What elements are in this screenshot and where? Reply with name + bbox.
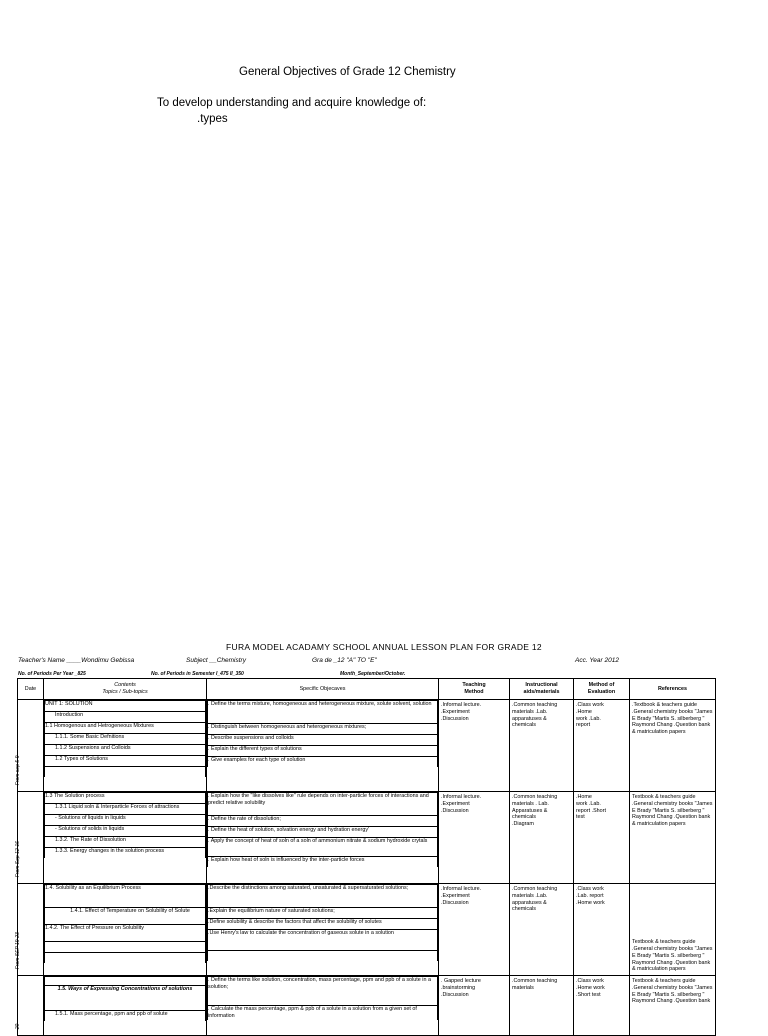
objective-item: . Explain the different types of solutions: [208, 746, 438, 757]
header-evaluation: Method of Evaluation: [574, 679, 630, 700]
objective-item: .Use Henry's law to calculate the concentration of gaseous solute in a solution: [208, 930, 438, 951]
contents-cell: [44, 884, 207, 976]
date-cell: 20: [18, 976, 44, 1036]
header-date: Date: [18, 679, 44, 700]
content-item: [45, 767, 206, 778]
subject: Subject __Chemistry: [186, 657, 246, 664]
content-item: 1.4.1. Effect of Temperature on Solubility of Solute: [45, 908, 206, 925]
references-cell: .Textbook & teachers guide .General chemistry books "James E Brady "Martis S. silberberg " Raymond Chang .Question bank & matriculation papers: [630, 700, 716, 792]
header-contents: Contents Topics / Sub-topics: [44, 679, 207, 700]
header-method: Teaching Method: [439, 679, 510, 700]
evaluation-cell: .Class work .Home work .Lab. report: [574, 700, 630, 792]
references-cell: Textbook & teachers guide .General chemistry books "James E Brady "Martis S. silberberg " Raymond Chang .Question bank & matriculation papers: [630, 884, 716, 976]
content-item: 1.5.1. Mass percentage, ppm and ppb of solute: [45, 1011, 206, 1022]
lesson-plan-table: [14, 678, 716, 1036]
content-item: 1.3 The Solution process: [45, 793, 206, 804]
evaluation-cell: .Home work .Lab. report .Short test: [574, 792, 630, 884]
header-references: References: [630, 679, 716, 700]
method-cell: . Gapped lecture .brainstorming .Discussion: [439, 976, 510, 1036]
date-cell: From Sep 12-16: [18, 792, 44, 884]
academic-year: Acc. Year 2012: [575, 657, 619, 664]
date-cell: From sep 5-9: [18, 700, 44, 792]
objective-item: . Distinguish between homogeneous and heterogeneous mixtures;: [208, 724, 438, 735]
objective-item: . Define the rate of dissolution;: [208, 816, 438, 827]
table-header-row: [18, 679, 716, 700]
content-item: [45, 942, 206, 953]
aids-cell: .Common teaching materials: [510, 976, 574, 1036]
content-item: Introduction: [45, 712, 206, 723]
content-item: 1.4. Solubility as an Equilibrium Process: [45, 885, 206, 908]
objective-item: . Explain how the "like dissolves like" rule depends on inter-particle forces of interactions and predict relative solubility: [208, 793, 438, 816]
content-item: 1.3.2. The Rate of Dissolution: [45, 837, 206, 848]
objective-item: .Explain the equilibrium nature of saturated solutions;: [208, 908, 438, 919]
content-item: 1.4.2. The Effect of Pressure on Solubility: [45, 925, 206, 942]
content-item: 1.3.3. Energy changes in the solution process: [45, 848, 206, 859]
grade: Gra de _12 "A" TO "E": [312, 657, 377, 664]
references-cell: Textbook & teachers guide .General chemistry books "James E Brady "Martis S. silberberg " Raymond Chang .Question bank: [630, 976, 716, 1036]
content-item: - Solutions of solids in liquids: [45, 826, 206, 837]
objective-item: . Calculate the mass percentage, ppm & ppb of a solute in a solution from a given set of information: [208, 1006, 438, 1020]
method-cell: .Informal lecture. .Experiment .Discussion: [439, 792, 510, 884]
objective-item: .Define solubility & describe the factors that affect the solubility of solutes: [208, 919, 438, 930]
header-aids: Instructional aids/materials: [510, 679, 574, 700]
objective-item: . Define the terms like solution, concentration, mass percentage, ppm and ppb of a solute in a solution;: [208, 977, 438, 1006]
teacher-name: Teacher's Name ____Wondimu Gebissa: [18, 657, 135, 664]
method-cell: .Informal lecture. .Experiment .Discussion: [439, 700, 510, 792]
content-item: 1.1.1. Some Basic Defnitions: [45, 734, 206, 745]
aids-cell: .Common teaching materials .Lab. apparatuses & chemicals: [510, 700, 574, 792]
method-cell: .Informal lecture. .Experiment .Discussion: [439, 884, 510, 976]
content-item: - Solutions of liquids in liquids: [45, 815, 206, 826]
periods-per-year: No. of Periods Per Year _825: [18, 671, 86, 677]
objective-item: . Give examples for each type of solution: [208, 757, 438, 768]
objective-item: [208, 951, 438, 962]
table-row: [18, 884, 716, 976]
table-row: [18, 976, 716, 1036]
objectives-item: .types: [197, 113, 228, 125]
table-row: [18, 700, 716, 792]
content-item: 1.2 Types of Solutions: [45, 756, 206, 767]
month: Month_September/October.: [340, 671, 406, 677]
contents-cell: [44, 792, 207, 884]
contents-cell: [44, 976, 207, 1036]
date-cell: From SEP 19-23: [18, 884, 44, 976]
objective-item: . Define the heat of solution, solvation energy and hydration energy': [208, 827, 438, 838]
header-objectives: Specific Objecaves: [207, 679, 439, 700]
objective-item: . Apply the concept of heat of soln of a soln of ammonium nitrate & sodium hydroxide crytals: [208, 838, 438, 857]
content-item: [45, 953, 206, 964]
objective-item: . Explain how heat of soln is influenced by the inter-particle forces: [208, 857, 438, 868]
plan-title: FURA MODEL ACADAMY SCHOOL ANNUAL LESSON PLAN FOR GRADE 12: [226, 642, 542, 652]
objectives-cell: [207, 976, 439, 1036]
aids-cell: .Common teaching materials . Lab. Apparatuses & chemicals .Diagram: [510, 792, 574, 884]
objectives-cell: [207, 884, 439, 976]
evaluation-cell: .Class work .Lab. report .Home work: [574, 884, 630, 976]
objectives-cell: [207, 792, 439, 884]
contents-cell: [44, 700, 207, 792]
objectives-cell: [207, 700, 439, 792]
content-item: 1.3.1 Liquid soln & Interparticle Forces of attractions: [45, 804, 206, 815]
objective-item: . Define the terms mixture, homogeneous and heterogeneous mixture, solute solvent, solution: [208, 701, 438, 724]
evaluation-cell: .Class work .Home work .Short test: [574, 976, 630, 1036]
content-item: 1.5. Ways of Expressing Concentrations of solutions: [45, 986, 206, 1011]
references-cell: Textbook & teachers guide .General chemistry books "James E Brady "Martis S. silberberg " Raymond Chang .Question bank & matriculation papers: [630, 792, 716, 884]
objective-item: . Describe suspensions and colloids: [208, 735, 438, 746]
content-item: 1.1 Homogenous and Hetrogeneous Mixtures: [45, 723, 206, 734]
objective-item: .Describe the distinctions among saturated, unsaturated & supersaturated solutions;: [208, 885, 438, 908]
content-item: UNIT 1: SOLUTION: [45, 701, 206, 712]
periods-per-semester: No. of Periods in Semester I_475 II_350: [151, 671, 244, 677]
objectives-subtitle: To develop understanding and acquire knowledge of:: [157, 97, 427, 109]
objectives-title: General Objectives of Grade 12 Chemistry: [239, 66, 456, 78]
content-item: 1.1.2 Suspensions and Colloids: [45, 745, 206, 756]
aids-cell: .Common teaching materials .Lab. apparatuses & chemicals: [510, 884, 574, 976]
content-item: [45, 977, 206, 986]
table-row: [18, 792, 716, 884]
